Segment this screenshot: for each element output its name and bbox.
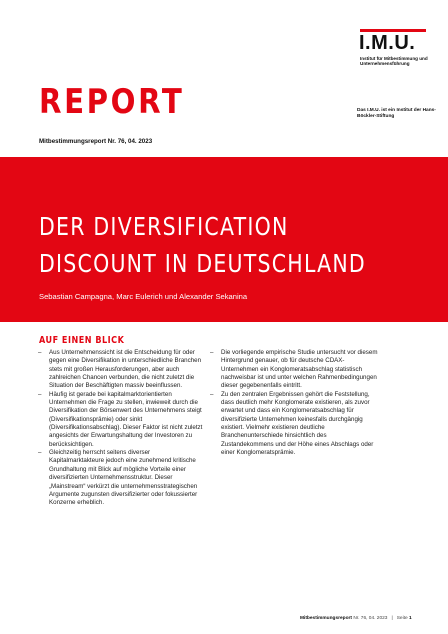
- summary-item: – Die vorliegende empirische Studie untersucht vor diesem Hintergrund genauer, ob für deutsche CDAX-Unternehmen ein Konglomeratsabschlag statistisch nachweisbar ist und unter welchen Rahmenbedingungen dieser gegebenenfalls eintritt.: [210, 349, 378, 390]
- title-line-1: DER DIVERSIFICATION: [39, 212, 289, 241]
- summary-item: – Zu den zentralen Ergebnissen gehört die Feststellung, dass deutlich mehr Konglomerate existieren, als zuvor erwartet und dass ein Konglomeratsabschlag für diversifizierte Unternehmen keinesfalls durchgängig existiert. Vielmehr existieren deutliche Branchenunterschiede hinsichtlich des Zustandekommens und der Höhe eines Abschlags oder einer Konglomeratsprämie.: [210, 390, 374, 457]
- bullet-dash: –: [38, 349, 42, 356]
- footer-number: Nr. 76, 04. 2023: [353, 616, 388, 621]
- footer-report-name: Mitbestimmungsreport: [300, 616, 352, 621]
- summary-column-right: [210, 349, 380, 457]
- document-title: [39, 208, 367, 282]
- bullet-dash: –: [38, 449, 42, 457]
- page-footer: Mitbestimmungsreport Nr. 76, 04. 2023 | Seite 1: [300, 616, 412, 621]
- foundation-note: Das I.M.U. ist ein Institut der Hans-Böckler-Stiftung: [357, 108, 436, 119]
- authors: Sebastian Campagna, Marc Eulerich und Alexander Sekanina: [39, 292, 248, 301]
- bullet-dash: –: [210, 349, 214, 356]
- summary-item: – Aus Unternehmenssicht ist die Entscheidung für oder gegen eine Diversifikation in unterschiedliche Branchen stets mit großen Herausforderungen, aber auch zahlreichen Chancen verbunden, die nicht zuletzt die Situation der Beschäftigten massiv beeinflussen.: [38, 349, 202, 390]
- section-heading: AUF EINEN BLICK: [39, 335, 125, 346]
- footer-page-label: Seite: [396, 616, 408, 621]
- report-label: REPORT: [39, 82, 185, 122]
- title-line-2: DISCOUNT IN DEUTSCHLAND: [39, 249, 366, 278]
- page-number: 1: [409, 616, 412, 621]
- report-number: Mitbestimmungsreport Nr. 76, 04. 2023: [39, 138, 153, 145]
- bullet-dash: –: [38, 390, 42, 398]
- summary-column-left: [38, 349, 206, 508]
- logo-subtitle: Institut für Mitbestimmung und Unternehmensführung: [360, 56, 428, 67]
- imu-logo: I.M.U.: [359, 32, 416, 54]
- bullet-dash: –: [210, 390, 214, 398]
- summary-item: – Gleichzeitig herrscht seitens diverser Kapitalmarktakteure jedoch eine zunehmend kritische Grundhaltung mit Blick auf mögliche Vorteile einer diversifizierten Unternehmensstruktur. Dieser „Mainstream“ verkürzt die unternehmensstrategischen Argumente zugunsten diversifizierter oder fokussierter Konzerne erheblich.: [38, 449, 198, 507]
- summary-item: – Häufig ist gerade bei kapitalmarktorientierten Unternehmen die Frage zu stellen, inwieweit durch die Diversifikation der Börsenwert des Unternehmens steigt (Diversifikationsprämie) oder sinkt (Diversifikationsabschlag). Dieser Faktor ist nicht zuletzt angesichts der Erwartungshaltung der Investoren zu berücksichtigen.: [38, 390, 203, 448]
